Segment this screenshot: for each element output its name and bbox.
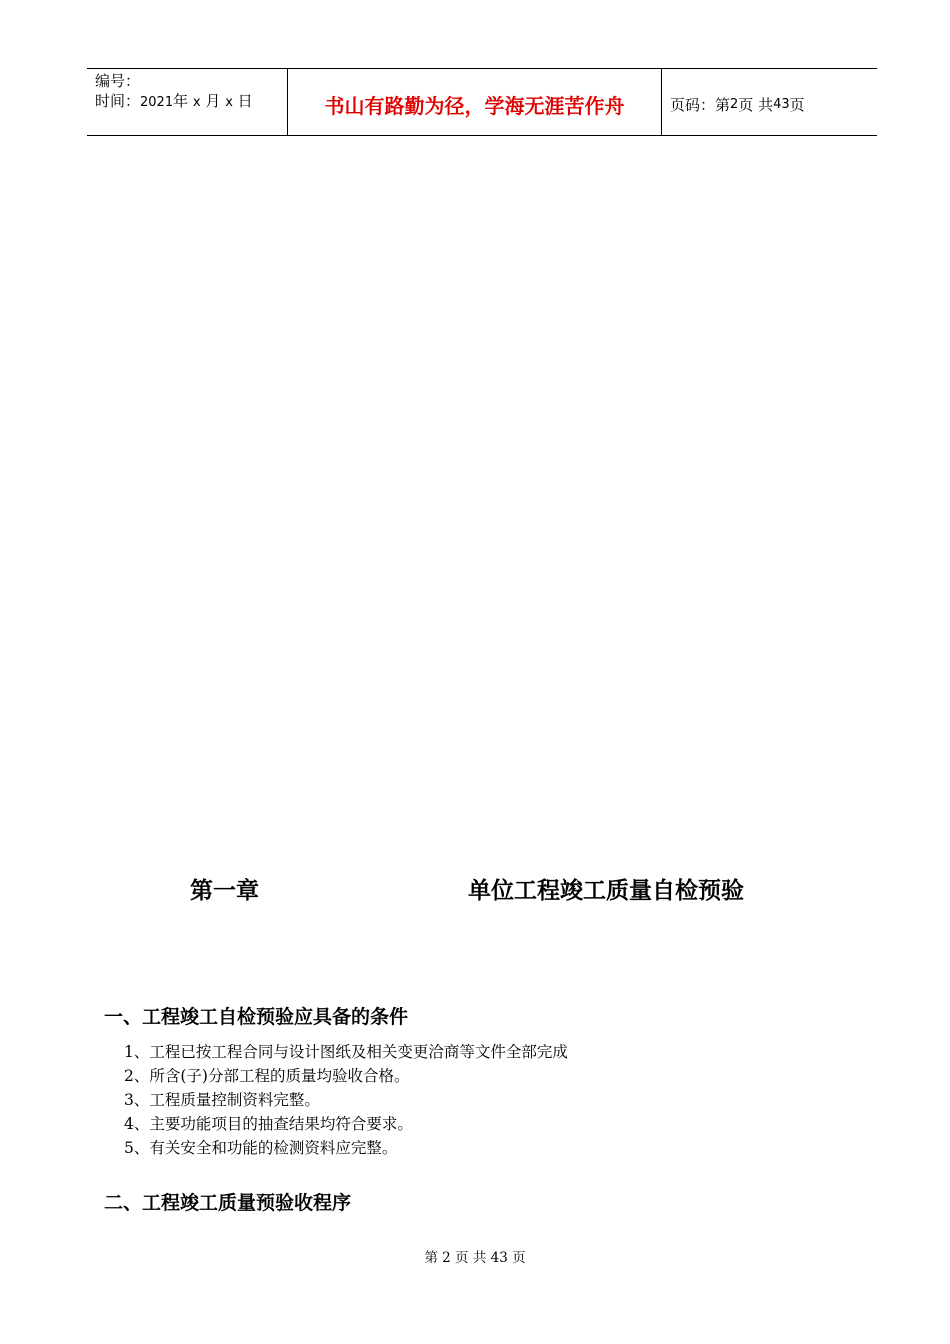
page-header <box>87 68 877 136</box>
page-footer: 第 2 页 共 43 页 <box>424 1250 526 1266</box>
page-total: 43 <box>773 96 790 112</box>
header-meta-cell <box>87 69 288 135</box>
time-month: x <box>192 95 201 110</box>
chapter-number: 第一章 <box>190 878 259 904</box>
time-line <box>95 91 287 113</box>
time-month-unit: 月 <box>205 92 221 110</box>
page-current: 2 <box>730 96 739 112</box>
list-item: 4、主要功能项目的抽查结果均符合要求。 <box>124 1115 413 1133</box>
header-motto-cell <box>288 69 662 135</box>
motto: 书山有路勤为径，学海无涯苦作舟 <box>324 93 625 118</box>
list-item: 5、有关安全和功能的检测资料应完整。 <box>124 1139 398 1157</box>
time-label: 时间： <box>95 92 141 110</box>
time-day: x <box>225 95 233 110</box>
number-label: 编号： <box>95 72 141 90</box>
section-heading-1: 一、工程竣工自检预验应具备的条件 <box>104 1006 409 1028</box>
page-mid: 页 共 <box>738 95 774 114</box>
list-item: 3、工程质量控制资料完整。 <box>124 1091 320 1109</box>
page-end: 页 <box>789 95 805 114</box>
section-heading-2: 二、工程竣工质量预验收程序 <box>104 1192 352 1214</box>
time-year: 2021 <box>140 95 174 110</box>
time-year-unit: 年 <box>173 92 189 110</box>
header-page-cell <box>662 69 877 135</box>
page-label: 页码：第 <box>670 95 731 114</box>
list-item: 2、所含(子)分部工程的质量均验收合格。 <box>124 1067 410 1085</box>
list-item: 1、工程已按工程合同与设计图纸及相关变更洽商等文件全部完成 <box>124 1043 568 1061</box>
conditions-list <box>124 1040 568 1160</box>
time-day-unit: 日 <box>237 92 253 110</box>
chapter-title: 单位工程竣工质量自检预验 <box>468 878 744 904</box>
